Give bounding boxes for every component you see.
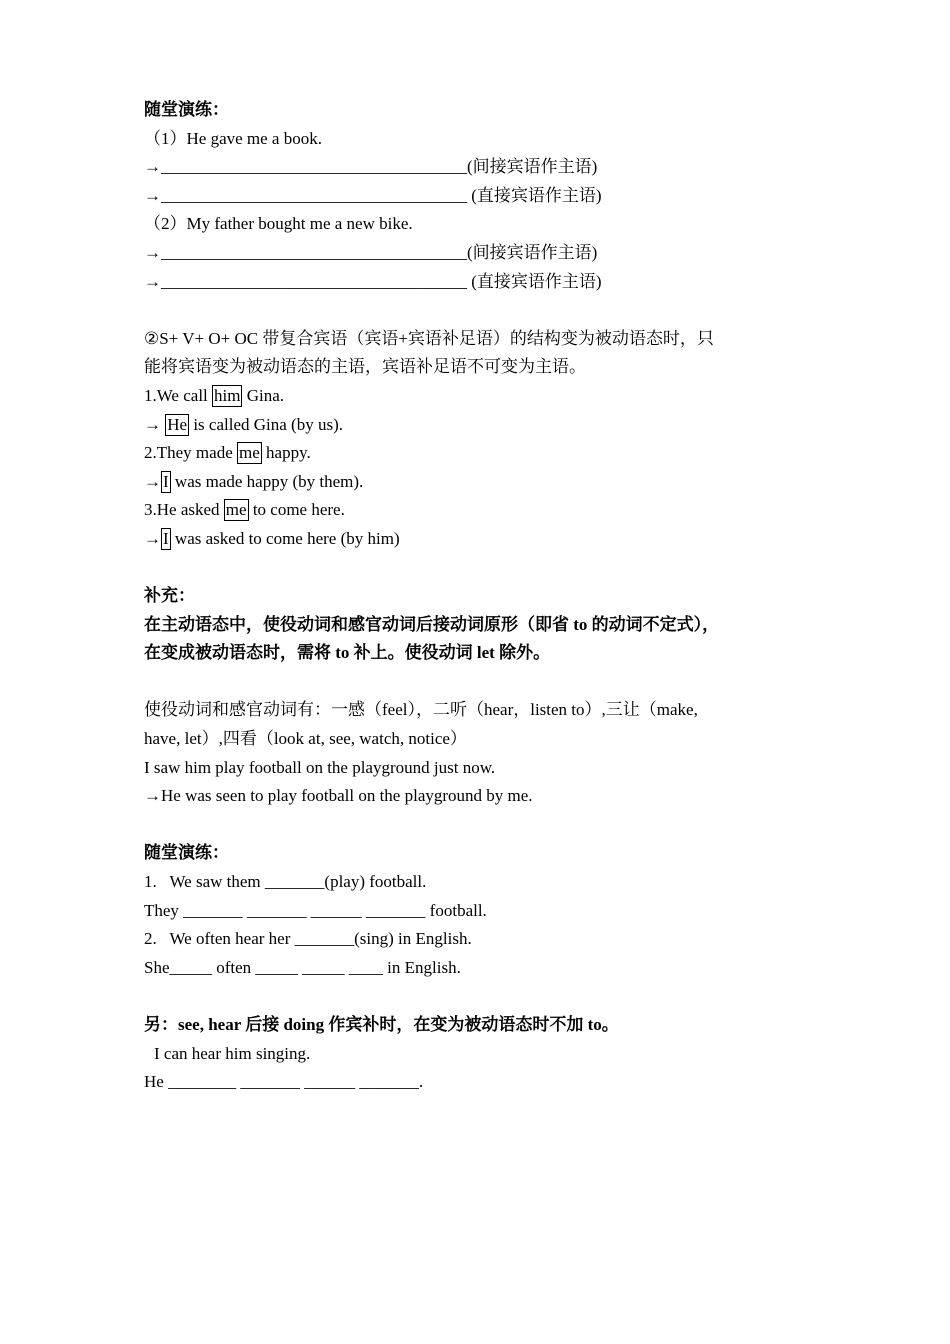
boxed-word: I (163, 528, 169, 548)
note-example: I can hear him singing. (154, 1043, 311, 1063)
example-post: Gina. (242, 385, 285, 405)
boxed-word: him (214, 385, 241, 405)
practice1-line: →____________________________________(间接宾语作主语) (144, 157, 598, 177)
practice2-line: They _______ _______ ______ _______ football. (144, 900, 487, 920)
example-line (144, 468, 804, 497)
example-post: happy. (261, 443, 311, 463)
example-pre: → (144, 414, 166, 434)
example-pre: → (144, 471, 161, 491)
boxed-word: I (163, 471, 169, 491)
practice1-line: （1）He gave me a book. (144, 128, 322, 148)
example-post: was made happy (by them). (170, 471, 364, 491)
practice1-line: →____________________________________(间接宾语作主语) (144, 242, 598, 262)
supplement-example: I saw him play football on the playground just now. (144, 757, 496, 777)
supplement-rule: 在变成被动语态时，需将 to 补上。使役动词 let 除外。 (144, 643, 551, 663)
spacer (144, 982, 804, 1011)
practice1-line: →____________________________________ (直接宾语作主语) (144, 271, 602, 291)
verb-list: have, let）,四看（look at, see, watch, notice） (144, 729, 467, 749)
example-post: is called Gina (by us). (189, 414, 343, 434)
rule2-text: ②S+ V+ O+ OC 带复合宾语（宾语+宾语补足语）的结构变为被动语态时，只 (144, 328, 714, 348)
example-post: to come here. (248, 500, 345, 520)
spacer (144, 668, 804, 697)
document-page (144, 96, 804, 1097)
supplement-heading: 补充： (144, 586, 195, 606)
boxed-word: He (167, 414, 188, 434)
example-post: was asked to come here (by him) (170, 528, 400, 548)
example-line (144, 525, 804, 554)
example-pre: 1.We call (144, 385, 213, 405)
example-pre: → (144, 528, 161, 548)
practice-heading-1: 随堂演练： (144, 100, 229, 119)
boxed-word: me (225, 500, 247, 520)
practice2-line: 2. We often hear her _______(sing) in English. (144, 929, 472, 949)
example-line (144, 411, 804, 440)
practice-heading-2: 随堂演练： (144, 843, 229, 863)
example-pre: 2.They made (144, 443, 237, 463)
rule2-text: 能将宾语变为被动语态的主语，宾语补足语不可变为主语。 (144, 357, 586, 377)
note-exercise: He ________ _______ ______ _______. (144, 1072, 424, 1092)
spacer (144, 296, 804, 325)
example-pre: 3.He asked (144, 500, 224, 520)
practice2-line: 1. We saw them _______(play) football. (144, 872, 427, 892)
example-line (144, 496, 804, 525)
practice1-line: →____________________________________ (直接宾语作主语) (144, 185, 602, 205)
note-rule: 另：see, hear 后接 doing 作宾补时，在变为被动语态时不加 to。 (144, 1015, 619, 1034)
example-line (144, 382, 804, 411)
spacer (144, 554, 804, 583)
supplement-rule: 在主动语态中，使役动词和感官动词后接动词原形（即省 to 的动词不定式）， (144, 614, 720, 634)
practice2-line: She_____ often _____ _____ ____ in English. (144, 957, 461, 977)
boxed-word: me (239, 443, 260, 463)
example-line (144, 439, 804, 468)
supplement-example: →He was seen to play football on the playground by me. (144, 786, 533, 806)
spacer (144, 811, 804, 840)
verb-list: 使役动词和感官动词有：一感（feel），二听（hear，listen to）,三让（make, (144, 700, 698, 720)
practice1-line: （2）My father bought me a new bike. (144, 214, 413, 234)
